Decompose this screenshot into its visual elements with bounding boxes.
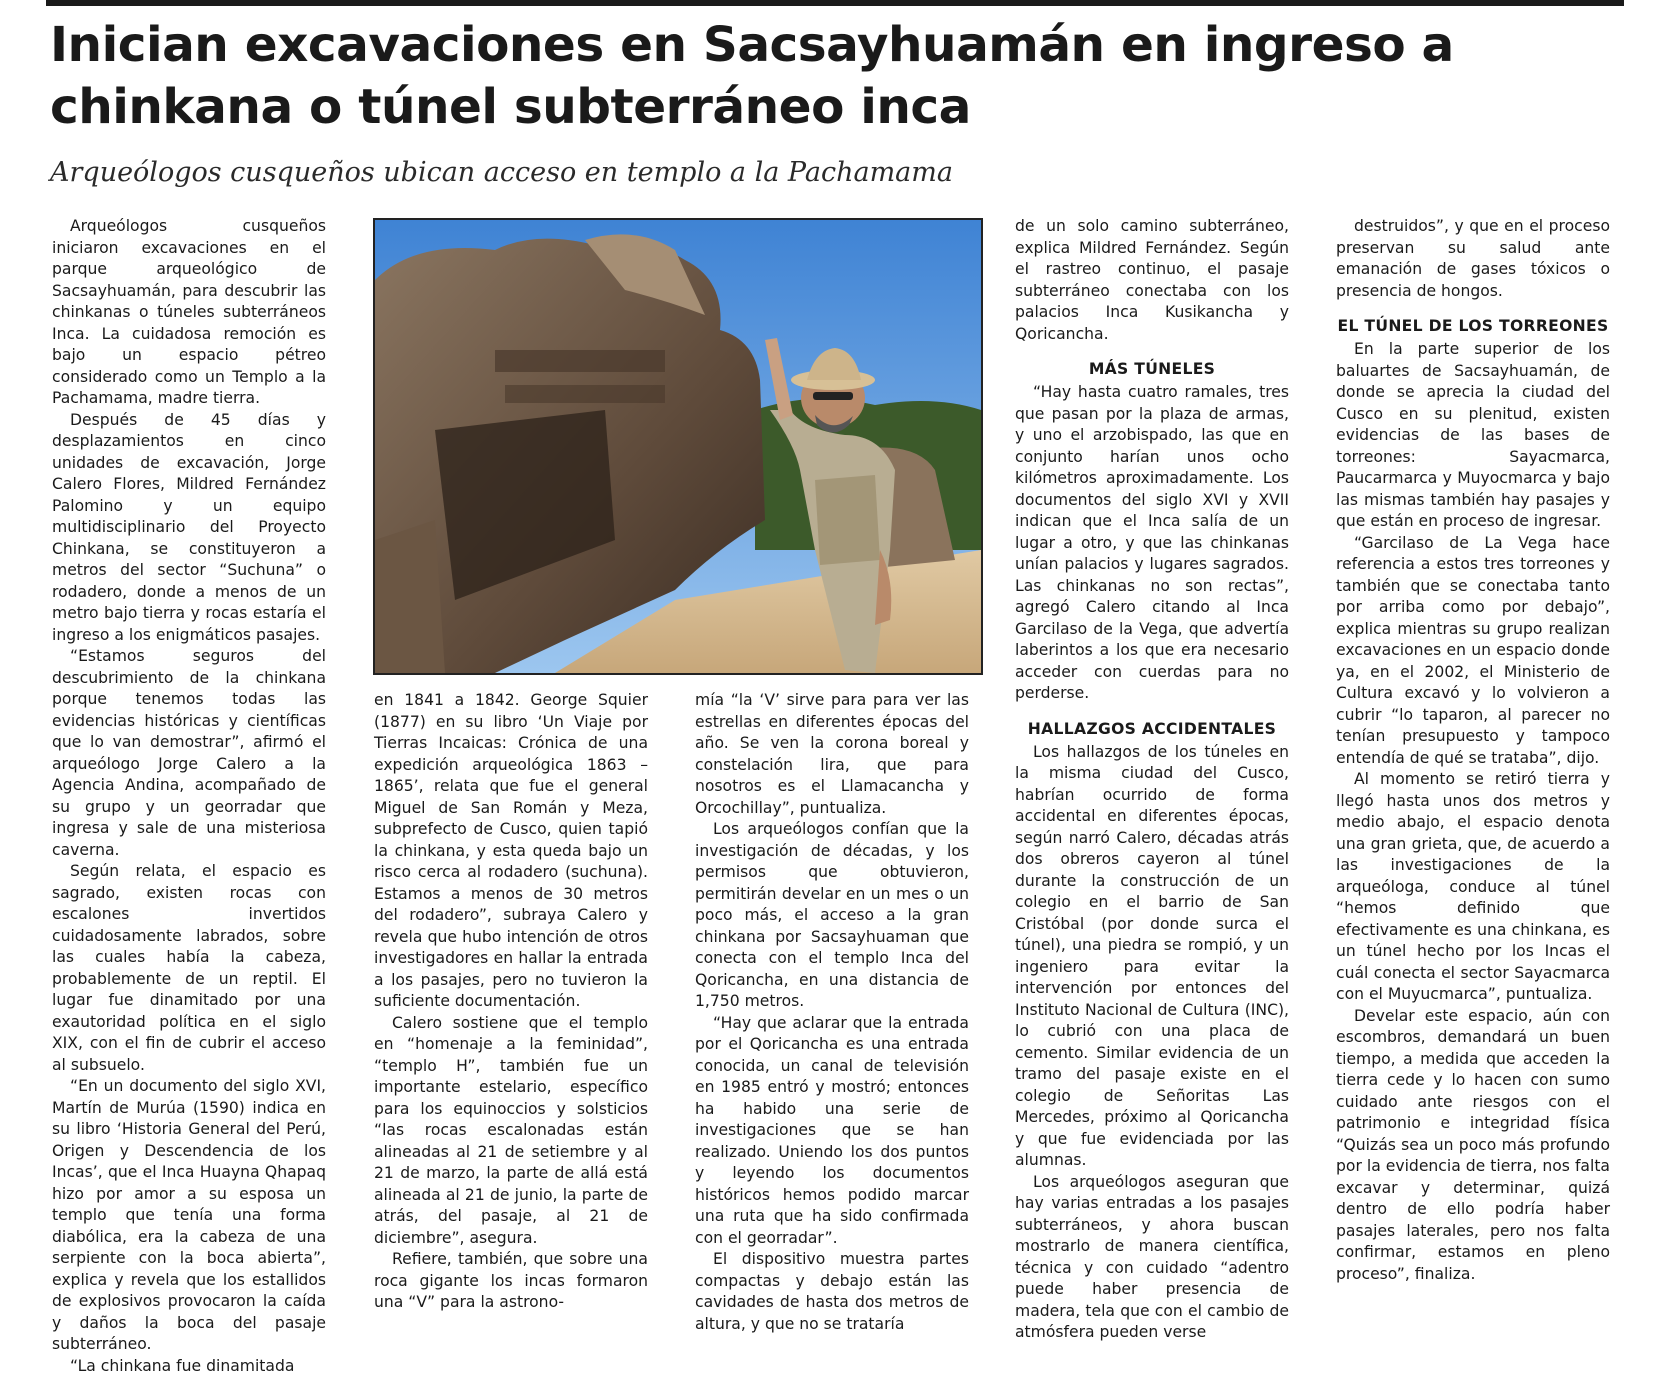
article-photo	[373, 218, 983, 675]
photo-archaeologist-at-rock-image	[375, 220, 981, 673]
paragraph: “La chinkana fue dinamitada	[52, 1356, 326, 1377]
paragraph: Los arqueólogos confían que la investigación de décadas, y los permisos que obtuvieron, permitirán develar en un mes o un poco más, el acceso a la gran chinkana por Sacsayhuaman que conecta con el templo Inca del Qoricancha, en una distancia de 1,750 metros.	[695, 819, 969, 1013]
article-column-3	[695, 690, 969, 1336]
article-column-5	[1336, 216, 1610, 1336]
paragraph: Después de 45 días y desplazamientos en cinco unidades de excavación, Jorge Calero Flores, Mildred Fernández Palomino y un equipo multidisciplinario del Proyecto Chinkana, se constituyeron a metros del sector “Suchuna” o rodadero, donde a menos de un metro bajo tierra y rocas estaría el ingreso a los enigmáticos pasajes.	[52, 410, 326, 647]
paragraph: de un solo camino subterráneo, explica Mildred Fernández. Según el rastreo continuo, el pasaje subterráneo conectaba con los palacios Inca Kusikancha y Qoricancha.	[1015, 216, 1289, 345]
section-heading: MÁS TÚNELES	[1015, 359, 1289, 380]
paragraph: Refiere, también, que sobre una roca gigante los incas formaron una “V” para la astrono-	[374, 1249, 648, 1314]
subtitle: Arqueólogos cusqueños ubican acceso en templo a la Pachamama	[50, 156, 1350, 190]
article-column-2	[374, 690, 648, 1336]
paragraph: El dispositivo muestra partes compactas y debajo están las cavidades de hasta dos metros de altura, y que no se trataría	[695, 1249, 969, 1335]
paragraph: “En un documento del siglo XVI, Martín de Murúa (1590) indica en su libro ‘Historia General del Perú, Origen y Descendencia de los Incas’, que el Inca Huayna Qhapaq hizo por amor a su esposa un templo que tenía una forma diabólica, era la cabeza de una serpiente con la boca abierta”, explica y revela que los estallidos de explosivos provocaron la caída y daños la boca del pasaje subterráneo.	[52, 1076, 326, 1356]
section-heading: HALLAZGOS ACCIDENTALES	[1015, 719, 1289, 740]
paragraph: Al momento se retiró tierra y llegó hasta unos dos metros y medio abajo, el espacio denota una gran grieta, que, de acuerdo a las investigaciones de la arqueóloga, conduce al túnel “hemos definido que efectivamente es una chinkana, es un túnel hecho por los Incas el cuál conecta el sector Sayacmarca con el Muyucmarca”, puntualiza.	[1336, 769, 1610, 1006]
paragraph: Arqueólogos cusqueños iniciaron excavaciones en el parque arqueológico de Sacsayhuamán, para descubrir las chinkanas o túneles subterráneos Inca. La cuidadosa remoción es bajo un espacio pétreo considerado como un Templo a la Pachamama, madre tierra.	[52, 216, 326, 410]
article-column-4	[1015, 216, 1289, 1336]
paragraph: “Estamos seguros del descubrimiento de la chinkana porque tenemos todas las evidencias históricas y científicas que lo van demostrar”, afirmó el arqueólogo Jorge Calero a la Agencia Andina, acompañado de su grupo y un georradar que ingresa y sale de una misteriosa caverna.	[52, 646, 326, 861]
paragraph: “Garcilaso de La Vega hace referencia a estos tres torreones y también que se conectaba tanto por arriba como por debajo”, explica mientras su grupo realizan excavaciones en un espacio donde ya, en el 2002, el Ministerio de Cultura excavó y lo volvieron a cubrir “lo taparon, al parecer no tenían presupuesto y tampoco entendía de qué se trataba”, dijo.	[1336, 533, 1610, 770]
article-column-1	[52, 216, 326, 1336]
section-heading: EL TÚNEL DE LOS TORREONES	[1336, 316, 1610, 337]
paragraph: mía “la ‘V’ sirve para para ver las estrellas en diferentes épocas del año. Se ven la corona boreal y constelación lira, que para nosotros es el Llamacancha y Orcochillay”, puntualiza.	[695, 690, 969, 819]
paragraph: Los hallazgos de los túneles en la misma ciudad del Cusco, habrían ocurrido de forma accidental en diferentes épocas, según narró Calero, décadas atrás dos obreros cayeron al túnel durante la construcción de un colegio en el barrio de San Cristóbal (por donde surca el túnel), una piedra se rompió, y un ingeniero para evitar la intervención por entonces del Instituto Nacional de Cultura (INC), lo cubrió con una placa de cemento. Similar evidencia de un tramo del pasaje existe en el colegio de Señoritas Las Mercedes, próximo al Qoricancha y que fue evidenciada por las alumnas.	[1015, 742, 1289, 1172]
top-rule	[46, 0, 1624, 6]
paragraph: en 1841 a 1842. George Squier (1877) en su libro ‘Un Viaje por Tierras Incaicas: Crónica de una expedición arqueológica 1863 – 1865’, relata que fue el general Miguel de San Román y Meza, subprefecto de Cusco, quien tapió la chinkana, y esta queda bajo un risco cerca al rodadero (suchuna). Estamos a menos de 30 metros del rodadero”, subraya Calero y revela que hubo intención de otros investigadores en hallar la entrada a los pasajes, pero no tuvieron la suficiente documentación.	[374, 690, 648, 1013]
paragraph: Develar este espacio, aún con escombros, demandará un buen tiempo, a medida que acceden la tierra cede y lo hacen con sumo cuidado ante riesgos con el patrimonio e integridad física “Quizás sea un poco más profundo por la evidencia de tierra, nos falta excavar y determinar, quizá dentro de ello podría haber pasajes laterales, pero nos falta confirmar, estamos en pleno proceso”, finaliza.	[1336, 1006, 1610, 1286]
paragraph: “Hay hasta cuatro ramales, tres que pasan por la plaza de armas, y uno el arzobispado, las que en conjunto harían unos ocho kilómetros aproximadamente. Los documentos del siglo XVI y XVII indican que el Inca salía de un lugar a otro, y que las chinkanas unían palacios y lugares sagrados. Las chinkanas no son rectas”, agregó Calero citando al Inca Garcilaso de la Vega, que advertía laberintos a los que era necesario acceder con cuerdas para no perderse.	[1015, 382, 1289, 705]
paragraph: En la parte superior de los baluartes de Sacsayhuamán, de donde se aprecia la ciudad del Cusco en su plenitud, existen evidencias de las bases de torreones: Sayacmarca, Paucarmarca y Muyocmarca y bajo las mismas también hay pasajes y que están en proceso de ingresar.	[1336, 339, 1610, 533]
paragraph: Calero sostiene que el templo en “homenaje a la feminidad”, “templo H”, también fue un importante estelario, específico para los equinoccios y solsticios “las rocas escalonadas están alineadas al 21 de setiembre y al 21 de marzo, la parte de allá está alineada al 21 de junio, la parte de atrás, del pasaje, al 21 de diciembre”, asegura.	[374, 1013, 648, 1250]
paragraph: “Hay que aclarar que la entrada por el Qoricancha es una entrada conocida, un canal de televisión en 1985 entró y mostró; entonces ha habido una serie de investigaciones que se han realizado. Uniendo los dos puntos y leyendo los documentos históricos hemos podido marcar una ruta que ha sido confirmada con el georradar”.	[695, 1013, 969, 1250]
paragraph: destruidos”, y que en el proceso preservan su salud ante emanación de gases tóxicos o presencia de hongos.	[1336, 216, 1610, 302]
paragraph: Según relata, el espacio es sagrado, existen rocas con escalones invertidos cuidadosamente labrados, sobre las cuales había la cabeza, probablemente de un reptil. El lugar fue dinamitado por una exautoridad política en el siglo XIX, con el fin de cubrir el acceso al subsuelo.	[52, 861, 326, 1076]
paragraph: Los arqueólogos aseguran que hay varias entradas a los pasajes subterráneos, y ahora buscan mostrarlo de manera científica, técnica y con cuidado “adentro puede haber presencia de madera, tela que con el cambio de atmósfera pueden verse	[1015, 1172, 1289, 1344]
headline: Inician excavaciones en Sacsayhuamán en ingreso a chinkana o túnel subterráneo inca	[50, 14, 1630, 138]
